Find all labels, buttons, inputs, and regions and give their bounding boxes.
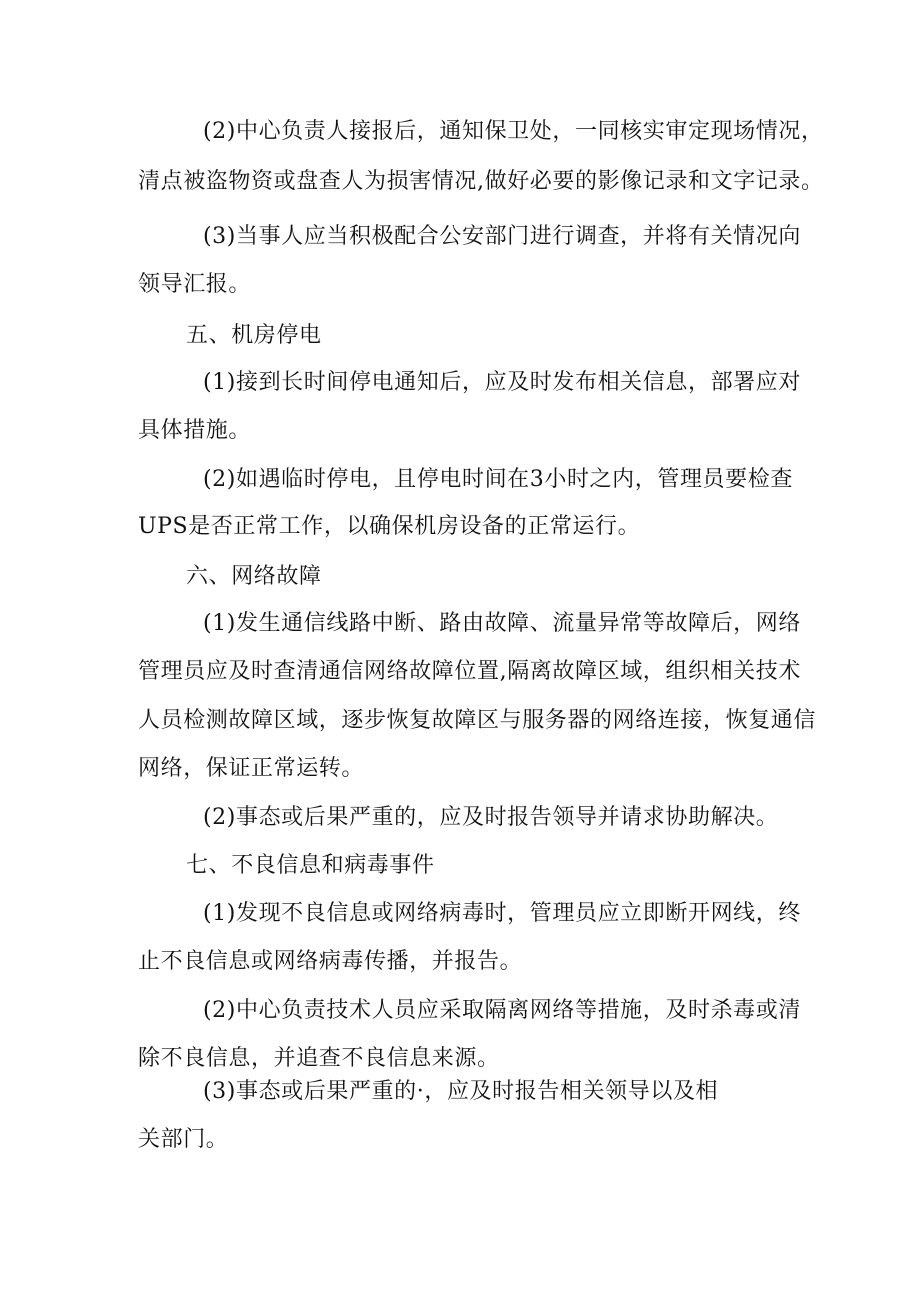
paragraph-line: 领导汇报。 xyxy=(138,272,252,297)
paragraph-line: (1)发生通信线路中断、路由故障、流量异常等故障后，网络 xyxy=(203,611,801,636)
paragraph-line: (1)接到长时间停电通知后，应及时发布相关信息，部署应对 xyxy=(203,370,801,395)
section-heading: 七、不良信息和病毒事件 xyxy=(186,853,435,878)
paragraph-line: (1)发现不良信息或网络病毒时，管理员应立即断开网线，终 xyxy=(203,901,801,926)
paragraph-line: UPS是否正常工作，以确保机房设备的正常运行。 xyxy=(138,514,641,539)
paragraph-line: (2)中心负责人接报后，通知保卫处，一同核实审定现场情况， xyxy=(203,119,824,144)
paragraph-line: 网络，保证正常运转。 xyxy=(138,756,365,781)
paragraph-line: 关部门。 xyxy=(138,1127,229,1152)
paragraph-line: (2)事态或后果严重的，应及时报告领导并请求协助解决。 xyxy=(203,805,779,830)
paragraph-line: (3)当事人应当积极配合公安部门进行调查，并将有关情况向 xyxy=(203,224,801,249)
paragraph-line: 清点被盗物资或盘查人为损害情况,做好必要的影像记录和文字记录。 xyxy=(138,169,824,194)
paragraph-line: (2)中心负责技术人员应采取隔离网络等措施，及时杀毒或清 xyxy=(203,998,801,1023)
paragraph-line: 具体措施。 xyxy=(138,418,252,443)
paragraph-line: (3)事态或后果严重的·，应及时报告相关领导以及相 xyxy=(203,1079,719,1104)
paragraph-line: 除不良信息，并追查不良信息来源。 xyxy=(138,1046,500,1071)
paragraph-line: 人员检测故障区域，逐步恢复故障区与服务器的网络连接，恢复通信 xyxy=(138,708,817,733)
section-heading: 五、机房停电 xyxy=(186,323,322,348)
paragraph-line: (2)如遇临时停电，且停电时间在3小时之内，管理员要检查 xyxy=(203,467,793,492)
paragraph-line: 管理员应及时查清通信网络故障位置,隔离故障区域，组织相关技术 xyxy=(138,659,801,684)
paragraph-line: 止不良信息或网络病毒传播，并报告。 xyxy=(138,949,523,974)
section-heading: 六、网络故障 xyxy=(186,564,322,589)
